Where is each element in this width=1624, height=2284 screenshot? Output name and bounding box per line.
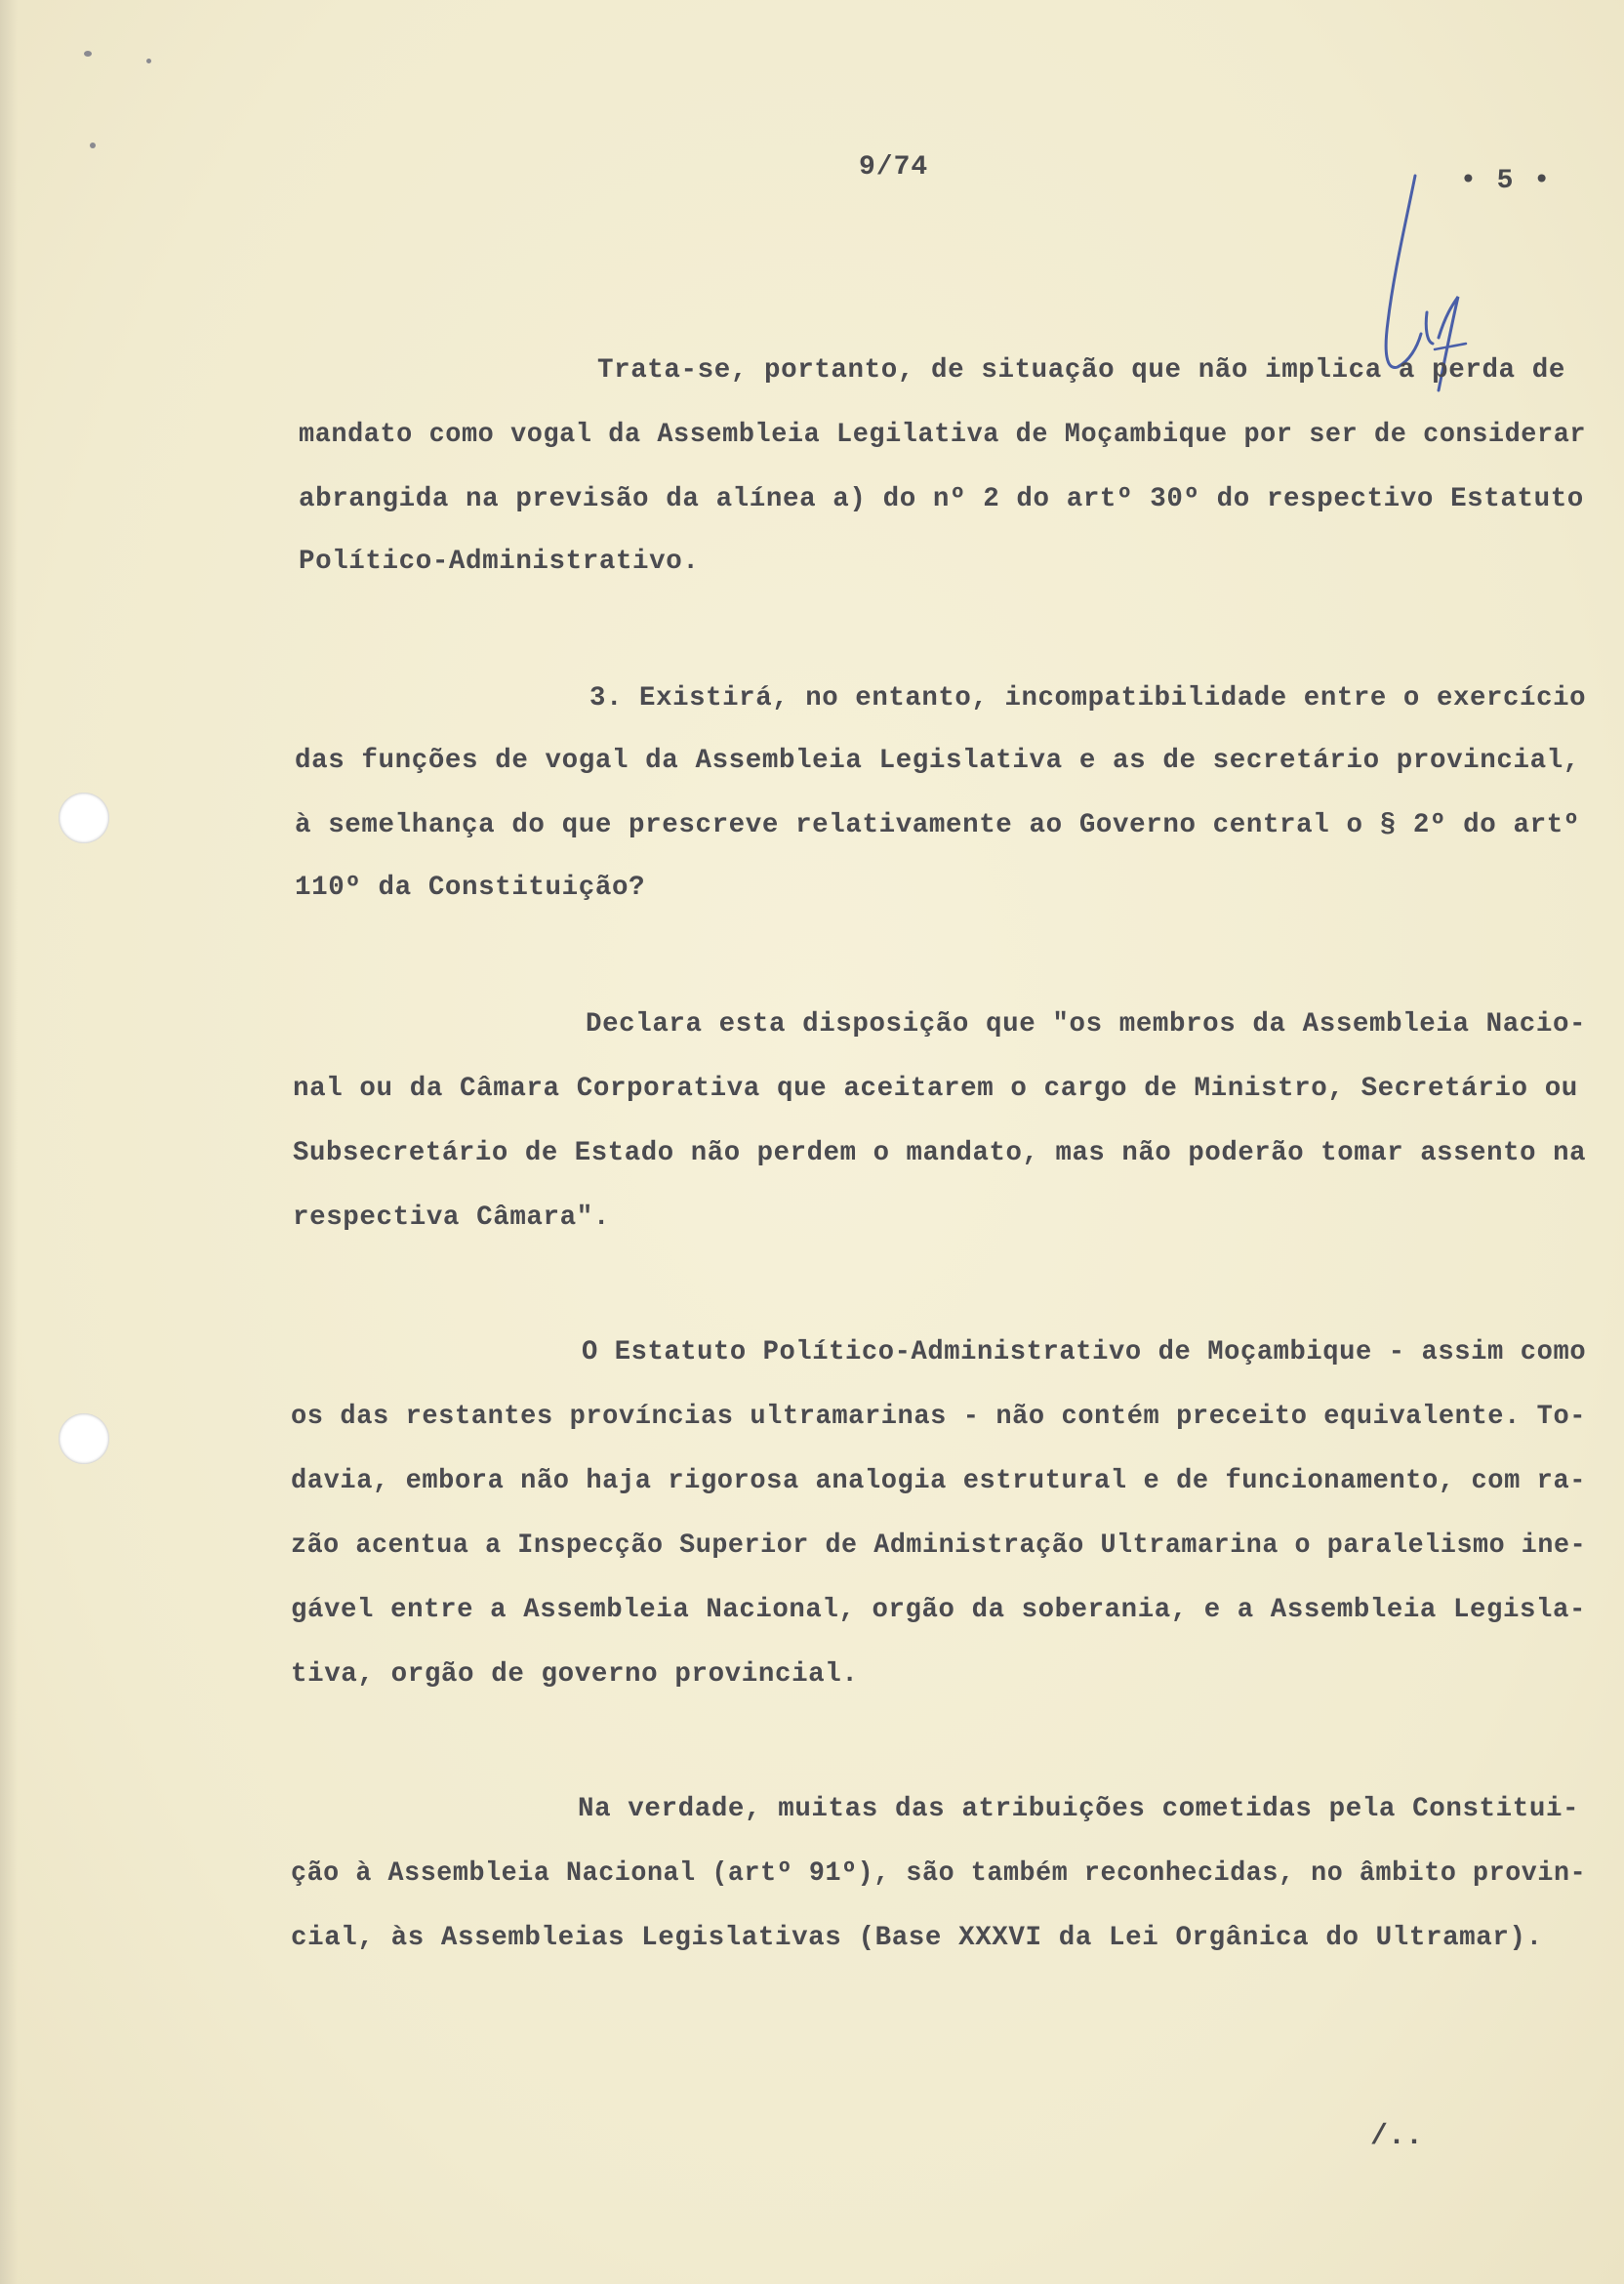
ink-speck — [90, 143, 96, 148]
ink-speck — [146, 59, 151, 63]
text-line: nal ou da Câmara Corporativa que aceitarem o cargo de Ministro, Secretário ou — [293, 1074, 1578, 1104]
continuation-mark: /.. — [1370, 2120, 1424, 2153]
text-line: 110º da Constituição? — [295, 873, 646, 903]
punch-hole-icon — [59, 793, 109, 843]
text-line: abrangida na previsão da alínea a) do nº 2 do artº 30º do respectivo Estatuto — [299, 484, 1584, 514]
punch-hole-icon — [59, 1413, 109, 1464]
text-line: davia, embora não haja rigorosa analogia estrutural e de funcionamento, com ra- — [291, 1466, 1587, 1496]
text-line: Subsecretário de Estado não perdem o mandato, mas não poderão tomar assento na — [293, 1138, 1587, 1168]
text-line: Trata-se, portanto, de situação que não implica a perda de — [597, 355, 1565, 386]
text-line: O Estatuto Político-Administrativo de Moçambique - assim como — [582, 1337, 1587, 1367]
text-line: à semelhança do que prescreve relativamente ao Governo central o § 2º do artº — [295, 810, 1580, 840]
page-edge-shadow — [0, 0, 18, 2284]
text-line: respectiva Câmara". — [293, 1203, 610, 1233]
text-line: das funções de vogal da Assembleia Legislativa e as de secretário provincial, — [295, 746, 1580, 776]
text-line: cial, às Assembleias Legislativas (Base XXXVI da Lei Orgânica do Ultramar). — [291, 1923, 1543, 1953]
text-line: 3. Existirá, no entanto, incompatibilidade entre o exercício — [589, 683, 1587, 714]
text-line: ção à Assembleia Nacional (artº 91º), são também reconhecidas, no âmbito provin- — [291, 1858, 1587, 1889]
document-reference: 9/74 — [859, 152, 929, 183]
text-line: os das restantes províncias ultramarinas - não contém preceito equivalente. To- — [291, 1402, 1587, 1432]
text-line: gável entre a Assembleia Nacional, orgão da soberania, e a Assembleia Legisla- — [291, 1595, 1587, 1625]
text-line: Político-Administrativo. — [299, 547, 700, 577]
text-line: tiva, orgão de governo provincial. — [291, 1659, 859, 1690]
ink-speck — [84, 51, 92, 57]
text-line: Na verdade, muitas das atribuições cometidas pela Constitui- — [578, 1794, 1580, 1824]
page-number: • 5 • — [1460, 166, 1553, 196]
text-line: mandato como vogal da Assembleia Legilativa de Moçambique por ser de considerar — [299, 420, 1587, 450]
text-line: zão acentua a Inspecção Superior de Administração Ultramarina o paralelismo ine- — [291, 1530, 1587, 1561]
text-line: Declara esta disposição que "os membros da Assembleia Nacio- — [586, 1009, 1587, 1040]
